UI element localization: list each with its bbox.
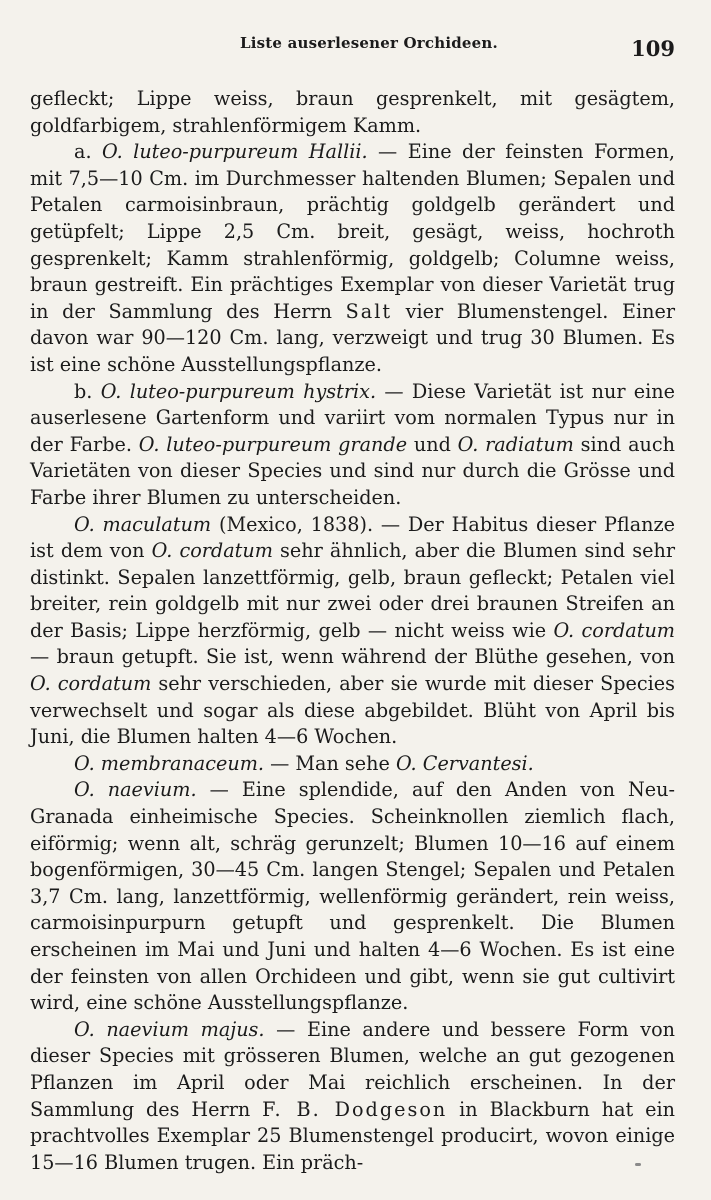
text-run: (Mexico, 1838). — Der Habitus dieser Pflanze ist dem von: [30, 512, 675, 563]
paragraph: [30, 777, 675, 1016]
text-run: vier Blumenstengel. Einer davon war 90—120 Cm. lang, verzweigt und trug 30 Blumen. Es ist eine schöne Ausstellungspflanze.: [30, 299, 675, 376]
text-run: — Diese Varietät ist nur eine auserlesene Gartenform und variirt vom normalen Typus nur in der Farbe.: [30, 379, 676, 456]
text-run: in Blackburn hat ein prachtvolles Exemplar 25 Blumenstengel producirt, wovon einige 15—16 Blumen trugen. Ein präch-: [30, 1097, 675, 1174]
italic-name: O. cordatum: [151, 539, 273, 563]
paragraph: [30, 139, 675, 378]
italic-name: O. maculatum: [74, 512, 212, 536]
text-run: — Man sehe: [264, 751, 396, 775]
text-run: sehr verschieden, aber sie wurde mit dieser Species verwechselt und sogar als diese abgebildet. Blüht von April bis Juni, die Blumen halten 4—6 Wochen.: [30, 672, 675, 749]
italic-name: O. membranaceum.: [74, 751, 264, 775]
text-run: — braun getupft. Sie ist, wenn während der Blüthe gesehen, von: [30, 645, 675, 669]
text-run: b.: [74, 379, 101, 403]
paragraph: [30, 379, 675, 512]
italic-name: O. luteo-purpureum hystrix.: [100, 379, 377, 403]
italic-name: O. cordatum: [30, 672, 152, 696]
paragraph: [30, 751, 675, 778]
spaced-name: Salt: [345, 299, 393, 323]
italic-name: O. radiatum: [457, 432, 574, 456]
italic-name: O. luteo-purpureum grande: [138, 432, 408, 456]
body-text: [30, 86, 675, 1176]
italic-name: O. Cervantesi.: [395, 751, 534, 775]
text-run: — Eine andere und bessere Form von dieser Species mit grösseren Blumen, welche an gut gezogenen Pflanzen im April oder Mai reichlich erscheinen. In der Sammlung des Herrn: [30, 1017, 675, 1121]
page-number: 109: [631, 36, 675, 61]
italic-name: O. naevium majus.: [74, 1017, 265, 1041]
text-run: — Eine der feinsten Formen, mit 7,5—10 Cm. im Durchmesser haltenden Blumen; Sepalen und Petalen carmoisinbraun, prächtig goldgelb gerändert und getüpfelt; Lippe 2,5 Cm. breit, gesägt, weiss, hochroth gesprenkelt; Kamm strahlenförmig, goldgelb; Columne weiss, braun gestreift. Ein prächtiges Exemplar von dieser Varietät trug in der Sammlung des Herrn: [30, 140, 675, 323]
paragraph: [30, 512, 675, 751]
text-run: und: [407, 432, 458, 456]
text-run: gefleckt; Lippe weiss, braun gesprenkelt, mit gesägtem, goldfarbigem, strahlenförmigem Kamm.: [30, 87, 675, 137]
paper-speck: [635, 1163, 641, 1166]
italic-name: O. naevium.: [74, 778, 197, 802]
italic-name: O. cordatum: [553, 618, 675, 642]
text-run: — Eine splendide, auf den Anden von Neu-Granada einheimische Species. Scheinknollen ziemlich flach, eiförmig; wenn alt, schräg gerunzelt; Blumen 10—16 auf einem bogenförmigen, 30—45 Cm. langen Stengel; Sepalen und Petalen 3,7 Cm. lang, lanzettförmig, wellenförmig gerändert, rein weiss, carmoisinpurpurn getupft und gesprenkelt. Die Blumen erscheinen im Mai und Juni und halten 4—6 Wochen. Es ist eine der feinsten von allen Orchideen und gibt, wenn sie gut cultivirt wird, eine schöne Ausstellungspflanze.: [30, 778, 675, 1015]
italic-name: O. luteo-purpureum Hallii.: [102, 140, 368, 164]
text-run: sehr ähnlich, aber die Blumen sind sehr distinkt. Sepalen lanzettförmig, gelb, braun gefleckt; Petalen viel breiter, rein goldgelb mit nur zwei oder drei braunen Streifen an der Basis; Lippe herzförmig, gelb — nicht weiss wie: [30, 539, 675, 642]
paragraph: [30, 86, 675, 139]
text-run: sind auch Varietäten von dieser Species und sind nur durch die Grösse und Farbe ihrer Blumen zu unterscheiden.: [30, 432, 675, 509]
running-head: [30, 14, 675, 64]
running-title: Liste auserlesener Orchideen.: [240, 34, 498, 52]
paragraph: [30, 1017, 675, 1177]
spaced-name: F. B. Dodgeson: [262, 1097, 448, 1121]
text-run: a.: [74, 140, 103, 164]
